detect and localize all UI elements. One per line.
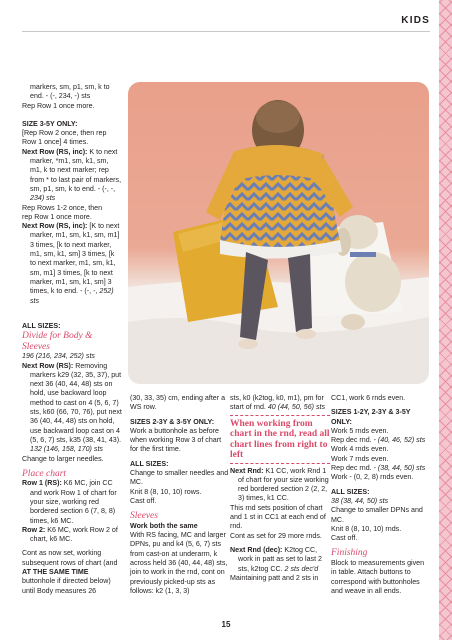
size-heading: SIZES 2-3Y & 3-5Y ONLY:	[130, 417, 215, 426]
all-sizes-heading: ALL SIZES:	[331, 487, 370, 496]
column-3	[230, 394, 330, 583]
size-heading: SIZE 3-5Y ONLY:	[22, 119, 78, 128]
body-text: Cont as set for 29 more rnds.	[230, 531, 322, 540]
body-text: [Rep Row 2 once, then rep	[22, 129, 107, 138]
body-text: Rep dec rnd. - (38, 44, 50) sts	[331, 464, 426, 473]
instruction-next-row-inc-2: Next Row (RS, inc): [K to next marker, m1, sm, k1, sm, m1] 3 times, [k to next marker, m1, sm, k1, sm] 3 times, [k to next marker, m1, sm, k1, sm, m1] 3 times, [k to next marker, m1, sm, k1, sm] 3 times, k to end. - (-, -, 252) sts	[22, 222, 120, 305]
body-text: Knit 8 (8, 10, 10) rows.	[130, 487, 202, 496]
column-1-top	[22, 83, 122, 306]
body-text: This rnd sets position of chart and 1 st in CC1 at each end of rnd.	[230, 503, 326, 531]
body-text: Block to measurements given in table. Attach buttons to correspond with buttonholes and weave in all ends.	[331, 558, 425, 595]
body-text: rep Row 1 once more.	[22, 212, 92, 221]
instruction-row-2: Row 2: K6 MC, work Row 2 of chart, k6 MC.	[22, 525, 118, 544]
header-rule	[22, 31, 430, 32]
size-heading: SIZES 1-2Y, 2-3Y & 3-5Y ONLY:	[331, 408, 411, 426]
body-text: markers, sm, p1, sm, k to	[30, 83, 110, 91]
body-text: Rep Row 1 once more.	[22, 101, 95, 110]
body-text: Maintaining patt and 2 sts in	[230, 573, 319, 582]
page-number: 15	[221, 620, 231, 629]
body-text: CC1, work 6 rnds even.	[331, 394, 406, 402]
decorative-chevron-strip	[439, 0, 452, 640]
body-text: (30, 33, 35) cm, ending after a WS row.	[130, 394, 226, 412]
instruction-next-rnd-dec: Next Rnd (dec): K2tog CC, work in patt as set to last 2 sts, k2tog CC. 2 sts dec'd	[230, 545, 322, 573]
body-text: Change to larger needles.	[22, 454, 104, 463]
subheading: Work both the same	[130, 521, 198, 530]
stitch-count: 196 (216, 234, 252) sts	[22, 352, 95, 361]
body-text: Work - (0, 2, 8) rnds even.	[331, 473, 414, 482]
section-title-place-chart: Place chart	[22, 468, 67, 479]
instruction-next-row-inc: Next Row (RS, inc): K to next marker, *m1, sm, k1, sm, m1, k to next marker; rep from * to last pair of markers, sm, p1, sm, k to end. - (-, -, 234) sts	[22, 147, 122, 203]
body-text: Work 5 rnds even.	[331, 426, 389, 435]
instruction-row-1: Row 1 (RS): K6 MC, join CC and work Row 1 of chart for your size, working red bordered section 6 (7, 8, 8) times, k6 MC.	[22, 479, 117, 525]
section-title-sleeves: Sleeves	[130, 511, 158, 522]
body-text: Row 1 once] 4 times.	[22, 138, 89, 147]
body-text: Work a buttonhole as before when working Row 3 of chart for the first time.	[130, 426, 222, 454]
body-text: Work 7 rnds even.	[331, 454, 389, 463]
body-text: With RS facing, MC and larger DPNs, pu and k4 (5, 6, 7) sts from cast-on at underarm, k across held 36 (40, 44, 48) sts, join to work in the rnd, cont on previously picked-up sts as follows: k2 (1, 3, 3)	[130, 531, 228, 595]
callout-rule-bottom	[230, 463, 330, 464]
instruction-next-rnd: Next Rnd: K1 CC, work Rnd 1 of chart for your size working red bordered section 2 (2, 2, 3) times, k1 CC.	[230, 466, 329, 503]
stitch-count: 132 (146, 158, 170) sts	[30, 445, 103, 454]
section-title-divide: Divide for Body & Sleeves	[22, 331, 93, 352]
body-text: sts, k0 (k2tog, k0, m1), pm for start of rnd. 40 (44, 50, 56) sts	[230, 394, 326, 412]
all-sizes-heading: ALL SIZES:	[130, 459, 169, 468]
body-text: Rep dec rnd. - (40, 46, 52) sts	[331, 436, 426, 445]
callout-rule-top	[230, 415, 330, 416]
body-text: Rep Rows 1-2 once, then	[22, 203, 103, 212]
stitch-count: 38 (38, 44, 50) sts	[331, 496, 389, 505]
column-4	[331, 394, 429, 596]
column-1-bottom	[22, 322, 122, 596]
section-title-finishing: Finishing	[331, 548, 368, 559]
column-2	[130, 394, 230, 596]
body-text: Change to smaller DPNs and MC.	[331, 506, 423, 524]
body-text: Work 4 rnds even.	[331, 445, 389, 454]
body-text: Cast off.	[331, 534, 358, 543]
body-text: Change to smaller needles and MC.	[130, 469, 229, 487]
stitch-count: end. - (-, 234, -) sts	[30, 92, 91, 101]
body-text: Knit 8 (8, 10, 10) rnds.	[331, 524, 402, 533]
body-text: Cast off.	[130, 496, 157, 505]
running-head: KIDS	[401, 15, 430, 26]
all-sizes-heading: ALL SIZES:	[22, 322, 61, 330]
callout-chart-reading: When working from chart in the rnd, read all chart lines from right to left	[230, 418, 330, 461]
child-wearing-cardigan-photo	[128, 82, 429, 384]
instruction-divide-row: Next Row (RS): Removing markers k29 (32, 35, 37), put next 36 (40, 44, 48) sts on hold, use backward loop method to cast on 4 (5, 6, 7) sts, k60 (66, 70, 76), put next 36 (40, 44, 48) sts on hold, use backward loop cast on 4 (5, 6, 7) sts, k35 (38, 41, 43).	[22, 361, 122, 444]
body-text-continue: Cont as now set, working subsequent rows of chart (and AT THE SAME TIME buttonhole if directed below) until Body measures 26	[22, 549, 118, 595]
